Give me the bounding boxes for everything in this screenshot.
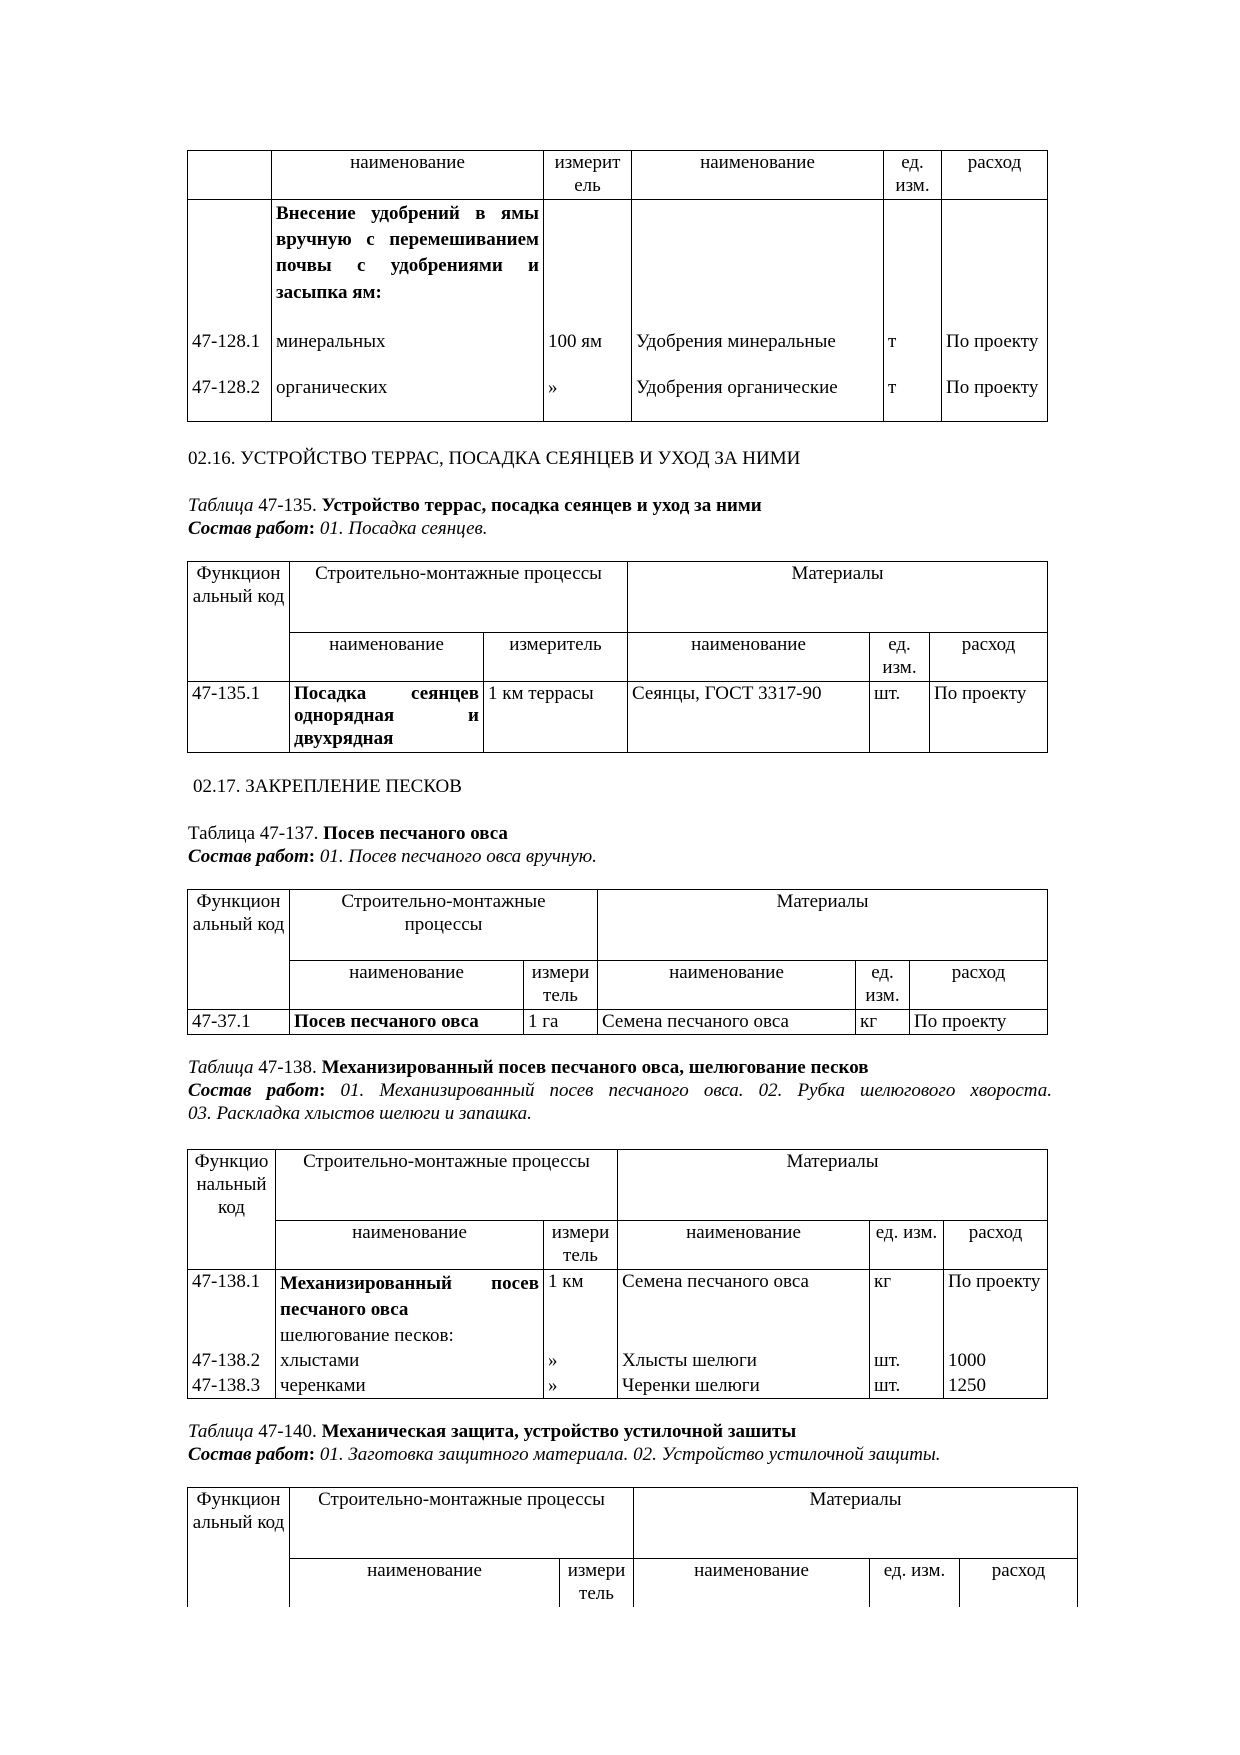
row-code: 47-128.1 xyxy=(188,330,272,376)
row-name: Посадка сеянцев однорядная и двухрядная xyxy=(290,681,484,752)
row-unit: 1 га xyxy=(524,1009,598,1035)
caption-47-137 xyxy=(188,822,508,845)
work-composition-47-137 xyxy=(188,845,597,868)
header-code: Функцион альный код xyxy=(188,1488,290,1607)
header-code: Функцион альный код xyxy=(188,562,290,682)
caption-title: Посев песчаного овса xyxy=(323,823,508,844)
table-row xyxy=(188,376,1048,422)
row-unit: » xyxy=(544,1374,618,1399)
work-composition-47-138 xyxy=(188,1079,1052,1102)
row-code: 47-128.2 xyxy=(188,376,272,422)
header-processes: Строительно-монтажные процессы xyxy=(276,1150,618,1221)
section-heading-0217: 02.17. ЗАКРЕПЛЕНИЕ ПЕСКОВ xyxy=(193,776,462,797)
group-empty xyxy=(944,1324,1048,1349)
header-material-rate: расход xyxy=(942,151,1048,200)
caption-prefix: Таблица xyxy=(188,495,254,516)
group-title: Внесение удобрений в ямы вручную с перемешиванием почвы с удобрениями и засыпка ям: xyxy=(272,200,544,330)
header-material-name: наименование xyxy=(632,151,884,200)
row-rate: По проекту xyxy=(930,681,1048,752)
header-material-name: наименование xyxy=(598,961,856,1010)
table-47-138 xyxy=(187,1149,1048,1399)
header-material-rate: расход xyxy=(930,633,1048,682)
group-empty xyxy=(884,200,942,330)
row-code: 47-138.3 xyxy=(188,1374,276,1399)
row-material: Семена песчаного овса xyxy=(598,1009,856,1035)
table-row xyxy=(188,1009,1048,1035)
row-code: 47-135.1 xyxy=(188,681,290,752)
work-label: Состав работ xyxy=(188,518,309,539)
header-material-rate: расход xyxy=(910,961,1048,1010)
row-name: хлыстами xyxy=(276,1349,544,1374)
row-rate: По проекту xyxy=(910,1009,1048,1035)
row-name: минеральных xyxy=(272,330,544,376)
row-material-unit: т xyxy=(884,330,942,376)
row-rate: 1000 xyxy=(944,1349,1048,1374)
header-material-unit: ед. изм. xyxy=(856,961,910,1010)
work-composition-47-135 xyxy=(188,517,488,540)
table-row xyxy=(188,1349,1048,1374)
work-label: Состав работ xyxy=(188,846,309,867)
row-material-unit: кг xyxy=(870,1269,944,1324)
row-material: Удобрения минеральные xyxy=(632,330,884,376)
row-material: Удобрения органические xyxy=(632,376,884,422)
group-code-empty xyxy=(188,200,272,330)
header-materials: Материалы xyxy=(598,890,1048,961)
header-material-unit: ед. изм. xyxy=(870,633,930,682)
row-rate: По проекту xyxy=(942,376,1048,422)
work-text: 01. Заготовка защитного материала. 02. Устройство устилочной защиты. xyxy=(315,1444,941,1465)
row-rate: 1250 xyxy=(944,1374,1048,1399)
row-code: 47-138.1 xyxy=(188,1269,276,1324)
row-name: Механизированный посев песчаного овса xyxy=(276,1269,544,1324)
work-colon: : xyxy=(319,1080,326,1101)
caption-number: 47-135. xyxy=(253,495,322,516)
row-material-unit: кг xyxy=(856,1009,910,1035)
work-text: 01. Посадка сеянцев. xyxy=(315,518,488,539)
work-colon: : xyxy=(308,1444,316,1465)
row-material-unit: т xyxy=(884,376,942,422)
row-material-unit: шт. xyxy=(870,681,930,752)
table-row xyxy=(188,681,1048,752)
group-empty xyxy=(544,1324,618,1349)
work-composition-47-138-cont: 03. Раскладка хлыстов шелюги и запашка. xyxy=(188,1103,532,1124)
caption-number: 47-140. xyxy=(253,1421,322,1442)
group-empty xyxy=(870,1324,944,1349)
row-rate: По проекту xyxy=(944,1269,1048,1324)
row-unit: 1 км террасы xyxy=(484,681,628,752)
caption-title: Механизированный посев песчаного овса, шелюгование песков xyxy=(321,1057,869,1078)
row-material-unit: шт. xyxy=(870,1374,944,1399)
header-processes: Строительно-монтажные процессы xyxy=(290,890,598,961)
group-empty xyxy=(632,200,884,330)
row-unit: 100 ям xyxy=(544,330,632,376)
header-name: наименование xyxy=(290,1559,560,1607)
row-material: Хлысты шелюги xyxy=(618,1349,870,1374)
header-unit: измери тель xyxy=(544,1221,618,1270)
header-code: Функцио нальный код xyxy=(188,1150,276,1270)
caption-prefix: Таблица xyxy=(188,1421,254,1442)
row-name: органических xyxy=(272,376,544,422)
header-materials: Материалы xyxy=(628,562,1048,633)
row-rate: По проекту xyxy=(942,330,1048,376)
header-code: Функцион альный код xyxy=(188,890,290,1010)
header-material-unit: ед. изм. xyxy=(870,1221,944,1270)
work-label: Состав работ xyxy=(188,1444,309,1465)
group-empty xyxy=(544,200,632,330)
work-colon: : xyxy=(308,518,316,539)
header-materials: Материалы xyxy=(634,1488,1078,1559)
header-name: наименование xyxy=(276,1221,544,1270)
caption-title: Механическая защита, устройство устилочной зашиты xyxy=(321,1421,797,1442)
caption-47-135 xyxy=(188,494,762,517)
row-material: Сеянцы, ГОСТ 3317-90 xyxy=(628,681,870,752)
work-composition-47-140 xyxy=(188,1443,941,1466)
header-material-unit: ед. изм. xyxy=(884,151,942,200)
table-row xyxy=(188,1269,1048,1324)
header-unit: измери тель xyxy=(560,1559,634,1607)
header-material-rate: расход xyxy=(944,1221,1048,1270)
header-unit: измери тель xyxy=(524,961,598,1010)
header-material-unit: ед. изм. xyxy=(870,1559,960,1607)
table-47-128-continuation xyxy=(187,150,1048,422)
row-name: Посев песчаного овса xyxy=(290,1009,524,1035)
header-materials: Материалы xyxy=(618,1150,1048,1221)
header-name: наименование xyxy=(290,961,524,1010)
section-heading-0216: 02.16. УСТРОЙСТВО ТЕРРАС, ПОСАДКА СЕЯНЦЕВ И УХОД ЗА НИМИ xyxy=(188,448,801,469)
header-processes: Строительно-монтажные процессы xyxy=(290,1488,634,1559)
table-47-135 xyxy=(187,561,1048,753)
work-colon: : xyxy=(308,846,316,867)
row-unit: 1 км xyxy=(544,1269,618,1324)
table-47-140 xyxy=(187,1487,1078,1607)
row-material-unit: шт. xyxy=(870,1349,944,1374)
row-name: черенками xyxy=(276,1374,544,1399)
row-material: Черенки шелюги xyxy=(618,1374,870,1399)
group-empty xyxy=(942,200,1048,330)
header-material-name: наименование xyxy=(628,633,870,682)
table-47-137 xyxy=(187,889,1048,1035)
header-processes: Строительно-монтажные процессы xyxy=(290,562,628,633)
table-row xyxy=(188,1374,1048,1399)
row-unit: » xyxy=(544,376,632,422)
header-unit: измеритель xyxy=(484,633,628,682)
work-text: 01. Посев песчаного овса вручную. xyxy=(315,846,597,867)
row-unit: » xyxy=(544,1349,618,1374)
group-code-empty xyxy=(188,1324,276,1349)
header-code-empty xyxy=(188,151,272,200)
header-material-name: наименование xyxy=(634,1559,870,1607)
caption-title: Устройство террас, посадка сеянцев и уход за ними xyxy=(321,495,762,516)
table-row xyxy=(188,330,1048,376)
caption-47-140 xyxy=(188,1420,796,1443)
caption-number: 47-138. xyxy=(253,1057,322,1078)
header-material-rate: расход xyxy=(960,1559,1078,1607)
group-empty xyxy=(618,1324,870,1349)
row-code: 47-37.1 xyxy=(188,1009,290,1035)
header-material-name: наименование xyxy=(618,1221,870,1270)
caption-47-138 xyxy=(188,1056,868,1079)
row-code: 47-138.2 xyxy=(188,1349,276,1374)
row-material: Семена песчаного овса xyxy=(618,1269,870,1324)
work-label: Состав работ xyxy=(188,1080,320,1101)
header-name: наименование xyxy=(272,151,544,200)
group-title: шелюгование песков: xyxy=(276,1324,544,1349)
work-text: 01. Механизированный посев песчаного овса. 02. Рубка шелюгового хвороста. xyxy=(325,1080,1052,1101)
header-unit: измерит ель xyxy=(544,151,632,200)
caption-prefix: Таблица xyxy=(188,1057,254,1078)
caption-prefix: Таблица 47-137. xyxy=(188,823,324,844)
header-name: наименование xyxy=(290,633,484,682)
